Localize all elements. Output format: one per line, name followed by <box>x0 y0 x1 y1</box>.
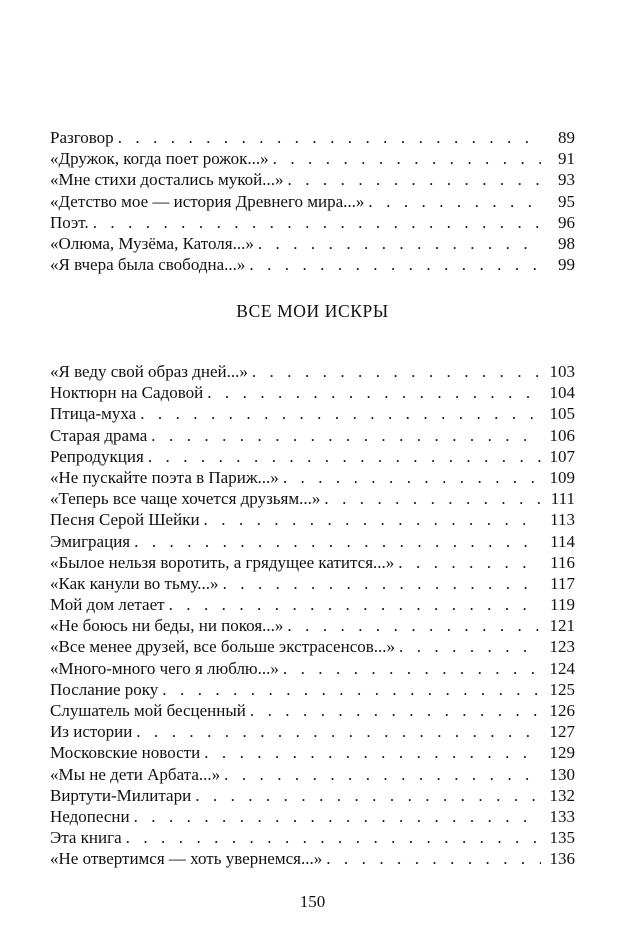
entry-title: Мой дом летает <box>50 595 165 615</box>
entry-page: 125 <box>549 679 575 699</box>
dot-leader <box>252 361 541 382</box>
entry-page: 121 <box>549 616 575 636</box>
entry-page: 105 <box>549 404 575 424</box>
entry-page: 89 <box>558 128 575 147</box>
entry-page: 117 <box>550 573 575 593</box>
toc-entry <box>50 531 575 552</box>
dot-leader <box>195 785 541 806</box>
entry-page: 136 <box>549 849 575 869</box>
entry-title: «Не отвертимся — хоть увернемся...» <box>50 849 323 869</box>
entry-title: Из истории <box>50 722 133 742</box>
toc-entry <box>50 700 575 721</box>
entry-page: 93 <box>558 170 575 190</box>
entry-page: 133 <box>549 806 575 826</box>
toc-entry <box>50 552 575 573</box>
entry-page: 127 <box>549 722 575 742</box>
entry-page: 109 <box>549 467 575 487</box>
entry-page: 114 <box>550 531 575 551</box>
entry-title: «Теперь все чаще хочется друзьям...» <box>50 489 321 509</box>
page-number: 150 <box>299 892 326 911</box>
dot-leader <box>258 233 541 254</box>
entry-page: 96 <box>558 212 575 232</box>
toc-entry <box>50 827 575 848</box>
toc-entry <box>50 848 575 869</box>
entry-title: Эта книга <box>50 828 122 848</box>
dot-leader <box>151 425 541 446</box>
toc-entry <box>50 764 575 785</box>
entry-title: «Много-много чего я люблю...» <box>50 658 279 678</box>
entry-title: Слушатель мой бесценный <box>50 701 246 720</box>
toc-entry <box>50 382 575 403</box>
entry-title: Эмиграция <box>50 531 131 551</box>
dot-leader <box>207 382 541 403</box>
entry-page: 104 <box>549 383 575 403</box>
entry-title: «Как канули во тьму...» <box>50 573 219 593</box>
dot-leader <box>224 764 541 785</box>
entry-title: Виртути-Милитари <box>50 785 192 805</box>
toc-entry <box>50 212 575 233</box>
toc-entry <box>50 233 575 254</box>
toc-entry <box>50 806 575 827</box>
entry-title: Послание року <box>50 679 159 699</box>
entry-title: «Я вчера была свободна...» <box>50 255 246 275</box>
entry-title: Репродукция <box>50 446 144 466</box>
dot-leader <box>283 467 541 488</box>
entry-page: 111 <box>550 489 575 509</box>
entry-page: 123 <box>549 637 575 657</box>
entry-title: Старая драма <box>50 425 148 445</box>
dot-leader <box>134 806 541 827</box>
entry-page: 103 <box>549 362 575 381</box>
dot-leader <box>288 169 541 190</box>
entry-title: Московские новости <box>50 743 201 763</box>
entry-title: «Мы не дети Арбата...» <box>50 764 221 784</box>
entry-page: 126 <box>549 701 575 720</box>
entry-page: 135 <box>549 828 575 848</box>
toc-list-section <box>50 361 575 870</box>
toc-entry <box>50 446 575 467</box>
toc-entry <box>50 721 575 742</box>
entry-page: 95 <box>558 191 575 211</box>
dot-leader <box>93 212 541 233</box>
entry-title: «Дружок, когда поет рожок...» <box>50 149 269 169</box>
toc-entry <box>50 636 575 657</box>
dot-leader <box>399 636 541 657</box>
entry-page: 116 <box>550 552 575 572</box>
entry-title: Песня Серой Шейки <box>50 510 200 530</box>
entry-page: 98 <box>558 233 575 253</box>
dot-leader <box>250 700 541 721</box>
dot-leader <box>204 509 541 530</box>
entry-title: «Детство мое — история Древнего мира...» <box>50 191 365 211</box>
entry-page: 99 <box>558 255 575 275</box>
toc-entry <box>50 425 575 446</box>
toc-entry <box>50 679 575 700</box>
entry-title: «Былое нельзя воротить, а грядущее катится...» <box>50 552 395 572</box>
entry-title: «Мне стихи достались мукой...» <box>50 170 284 190</box>
entry-page: 106 <box>549 425 575 445</box>
dot-leader <box>134 531 541 552</box>
dot-leader <box>136 721 541 742</box>
dot-leader <box>140 403 541 424</box>
dot-leader <box>249 254 541 275</box>
toc-entry <box>50 127 575 148</box>
dot-leader <box>118 127 541 148</box>
dot-leader <box>287 615 541 636</box>
dot-leader <box>162 679 541 700</box>
section-heading: ВСЕ МОИ ИСКРЫ <box>236 301 389 321</box>
entry-title: «Не пускайте поэта в Париж...» <box>50 467 279 487</box>
entry-page: 107 <box>549 446 575 466</box>
toc-entry <box>50 594 575 615</box>
toc-entry <box>50 573 575 594</box>
dot-leader <box>223 573 541 594</box>
dot-leader <box>326 848 541 869</box>
entry-title: «Все менее друзей, все больше экстрасенсов...» <box>50 637 396 657</box>
toc-entry <box>50 169 575 190</box>
toc-list-top <box>50 127 575 275</box>
toc-entry <box>50 615 575 636</box>
entry-page: 130 <box>549 764 575 784</box>
entry-title: Поэт. <box>50 212 89 232</box>
toc-entry <box>50 148 575 169</box>
dot-leader <box>398 552 541 573</box>
dot-leader <box>169 594 541 615</box>
dot-leader <box>204 742 541 763</box>
entry-page: 132 <box>549 785 575 805</box>
toc-entry <box>50 509 575 530</box>
entry-page: 129 <box>549 743 575 763</box>
entry-page: 124 <box>549 658 575 678</box>
toc-entry <box>50 467 575 488</box>
toc-entry <box>50 254 575 275</box>
toc-entry <box>50 658 575 679</box>
toc-entry <box>50 488 575 509</box>
toc-entry <box>50 742 575 763</box>
entry-title: «Олюма, Музёма, Католя...» <box>50 233 254 253</box>
dot-leader <box>126 827 541 848</box>
dot-leader <box>324 488 541 509</box>
entry-title: «Не боюсь ни беды, ни покоя...» <box>50 616 284 636</box>
toc-entry <box>50 403 575 424</box>
dot-leader <box>148 446 541 467</box>
entry-title: Разговор <box>50 128 114 147</box>
entry-page: 113 <box>550 510 575 530</box>
dot-leader <box>283 658 541 679</box>
entry-title: Недопесни <box>50 806 130 826</box>
entry-page: 91 <box>558 149 575 169</box>
dot-leader <box>368 191 541 212</box>
toc-entry <box>50 361 575 382</box>
entry-page: 119 <box>550 595 575 615</box>
toc-entry <box>50 191 575 212</box>
dot-leader <box>273 148 541 169</box>
toc-entry <box>50 785 575 806</box>
entry-title: «Я веду свой образ дней...» <box>50 362 248 381</box>
entry-title: Ноктюрн на Садовой <box>50 383 204 403</box>
entry-title: Птица-муха <box>50 404 137 424</box>
